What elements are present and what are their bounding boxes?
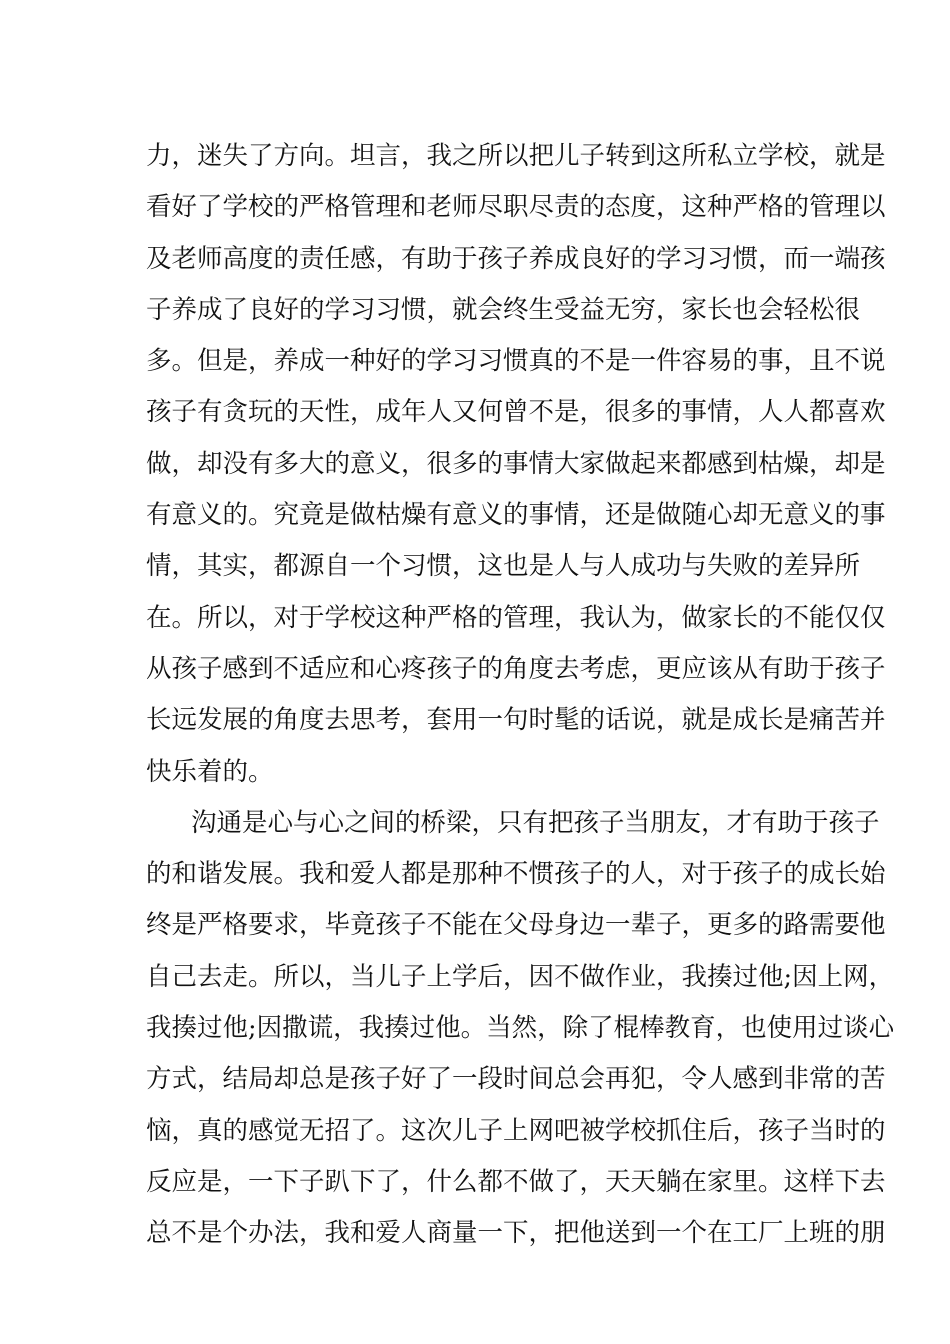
text-line: 总不是个办法，我和爱人商量一下，把他送到一个在工厂上班的朋 bbox=[146, 1218, 886, 1249]
paragraph-2 bbox=[146, 798, 895, 1260]
paragraph-1 bbox=[146, 131, 886, 798]
document-body bbox=[146, 131, 895, 1260]
text-line: 方式，结局却总是孩子好了一段时间总会再犯，令人感到非常的苦 bbox=[146, 1064, 886, 1095]
text-line: 终是严格要求，毕竟孩子不能在父母身边一辈子，更多的路需要他 bbox=[146, 910, 886, 941]
text-line: 反应是，一下子趴下了，什么都不做了，天天躺在家里。这样下去 bbox=[146, 1166, 886, 1197]
text-line: 快乐着的。 bbox=[146, 756, 274, 787]
text-line: 力，迷失了方向。坦言，我之所以把儿子转到这所私立学校，就是 bbox=[146, 141, 886, 171]
text-line: 长远发展的角度去思考，套用一句时髦的话说，就是成长是痛苦并 bbox=[146, 705, 886, 736]
text-line: 子养成了良好的学习习惯，就会终生受益无穷，家长也会轻松很 bbox=[146, 294, 861, 325]
text-line: 多。但是，养成一种好的学习习惯真的不是一件容易的事，且不说 bbox=[146, 346, 886, 377]
text-line: 的和谐发展。我和爱人都是那种不惯孩子的人，对于孩子的成长始 bbox=[146, 859, 886, 890]
text-line: 情，其实，都源自一个习惯，这也是人与人成功与失败的差异所 bbox=[146, 551, 861, 582]
text-line: 有意义的。究竟是做枯燥有意义的事情，还是做随心却无意义的事 bbox=[146, 500, 886, 531]
text-line: 我揍过他;因撒谎，我揍过他。当然，除了棍棒教育，也使用过谈心 bbox=[146, 1013, 895, 1044]
text-line: 及老师高度的责任感，有助于孩子养成良好的学习习惯，而一端孩 bbox=[146, 243, 886, 274]
text-line: 做，却没有多大的意义，很多的事情大家做起来都感到枯燥，却是 bbox=[146, 448, 886, 479]
text-line: 看好了学校的严格管理和老师尽职尽责的态度，这种严格的管理以 bbox=[146, 192, 886, 223]
text-line: 在。所以，对于学校这种严格的管理，我认为，做家长的不能仅仅 bbox=[146, 602, 886, 633]
text-line: 沟通是心与心之间的桥梁，只有把孩子当朋友，才有助于孩子 bbox=[191, 807, 880, 838]
text-line: 恼，真的感觉无招了。这次儿子上网吧被学校抓住后，孩子当时的 bbox=[146, 1115, 886, 1146]
text-line: 从孩子感到不适应和心疼孩子的角度去考虑，更应该从有助于孩子 bbox=[146, 653, 886, 684]
text-line: 自己去走。所以，当儿子上学后，因不做作业，我揍过他;因上网， bbox=[146, 961, 895, 992]
text-line: 孩子有贪玩的天性，成年人又何曾不是，很多的事情，人人都喜欢 bbox=[146, 397, 886, 428]
